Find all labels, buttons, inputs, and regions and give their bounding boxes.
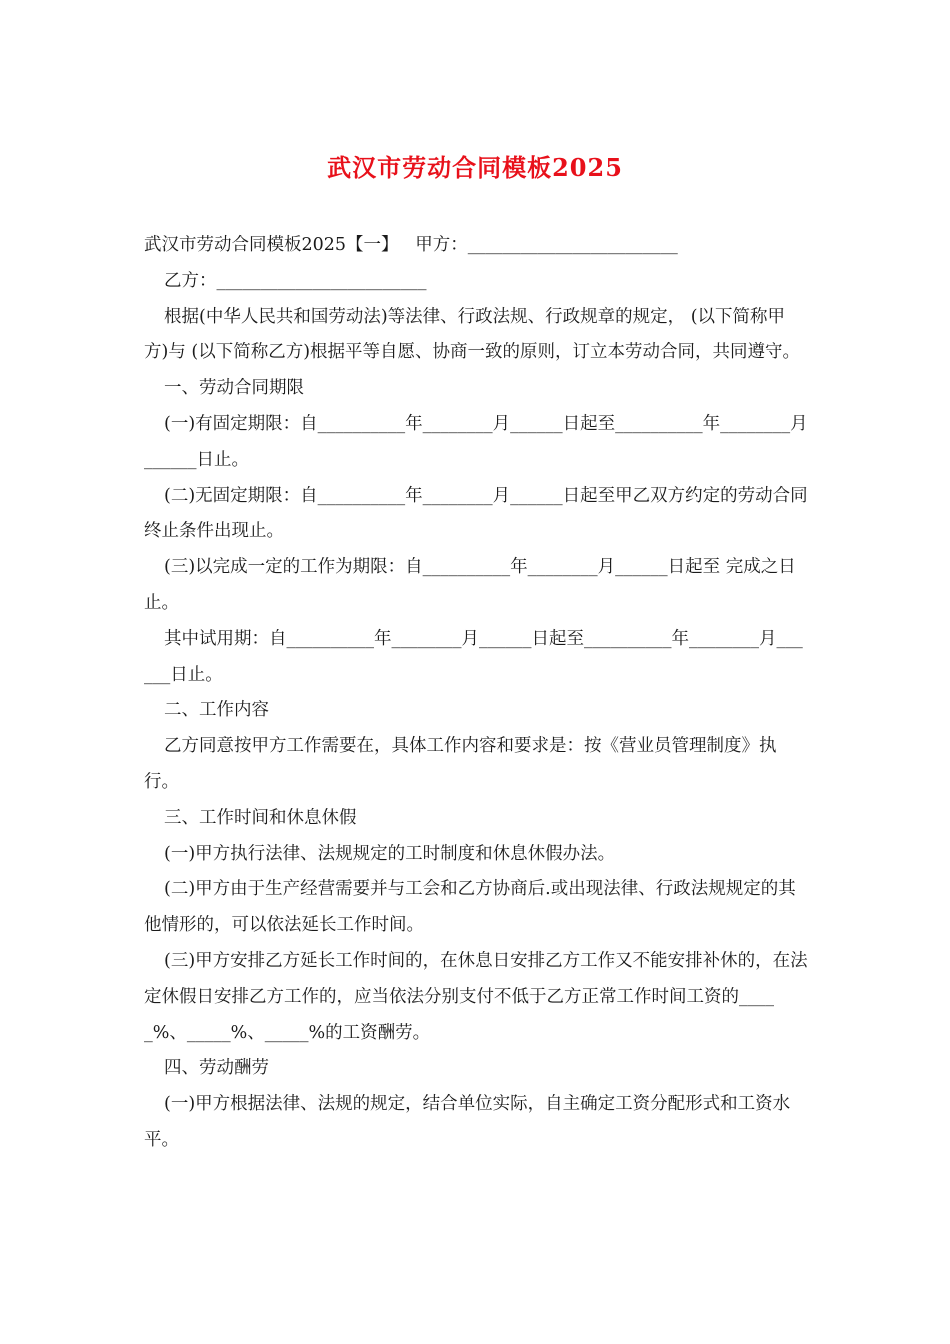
clause-task-term: (三)以完成一定的工作为期限：自__________年________月______日起至 完成之日止。 [144, 557, 796, 613]
clause-work-content: 乙方同意按甲方工作需要在，具体工作内容和要求是：按《营业员管理制度》执行。 [144, 736, 777, 792]
section-heading-pay: 四、劳动酬劳 [164, 1058, 269, 1079]
paragraph-preamble: 根据(中华人民共和国劳动法)等法律、行政法规、行政规章的规定， (以下简称甲方)与 (以下简称乙方)根据平等自愿、协商一致的原则，订立本劳动合同，共同遵守。 [144, 306, 801, 363]
clause-fixed-term: (一)有固定期限：自__________年________月______日起至__________年________月______日止。 [144, 413, 808, 470]
document-title: 武汉市劳动合同模板2025 [327, 153, 623, 182]
clause-hours-1: (一)甲方执行法律、法规规定的工时制度和休息休假办法。 [164, 843, 616, 864]
clause-hours-2: (二)甲方由于生产经营需要并与工会和乙方协商后.或出现法律、行政法规规定的其他情形的，可以依法延长工作时间。 [144, 879, 796, 936]
paragraph-intro: 武汉市劳动合同模板2025【一】 甲方：________________________ [144, 235, 678, 255]
clause-trial-period: 其中试用期：自__________年________月______日起至__________年________月______日止。 [144, 628, 803, 685]
clause-pay-1: (一)甲方根据法律、法规的规定，结合单位实际，自主确定工资分配形式和工资水平。 [144, 1094, 791, 1150]
section-heading-hours: 三、工作时间和休息休假 [164, 807, 357, 828]
clause-open-term: (二)无固定期限：自__________年________月______日起至甲乙双方约定的劳动合同终止条件出现止。 [144, 485, 808, 542]
section-heading-term: 一、劳动合同期限 [164, 378, 304, 399]
paragraph-party-b: 乙方：________________________ [164, 270, 427, 291]
clause-hours-3: (三)甲方安排乙方延长工作时间的，在休息日安排乙方工作又不能安排补休的，在法定休假日安排乙方工作的，应当依法分别支付不低于乙方正常工作时间工资的_____%、_____%、_____%的工资酬劳。 [144, 950, 808, 1043]
document-body [144, 228, 809, 1159]
section-heading-work-content: 二、工作内容 [164, 700, 269, 721]
